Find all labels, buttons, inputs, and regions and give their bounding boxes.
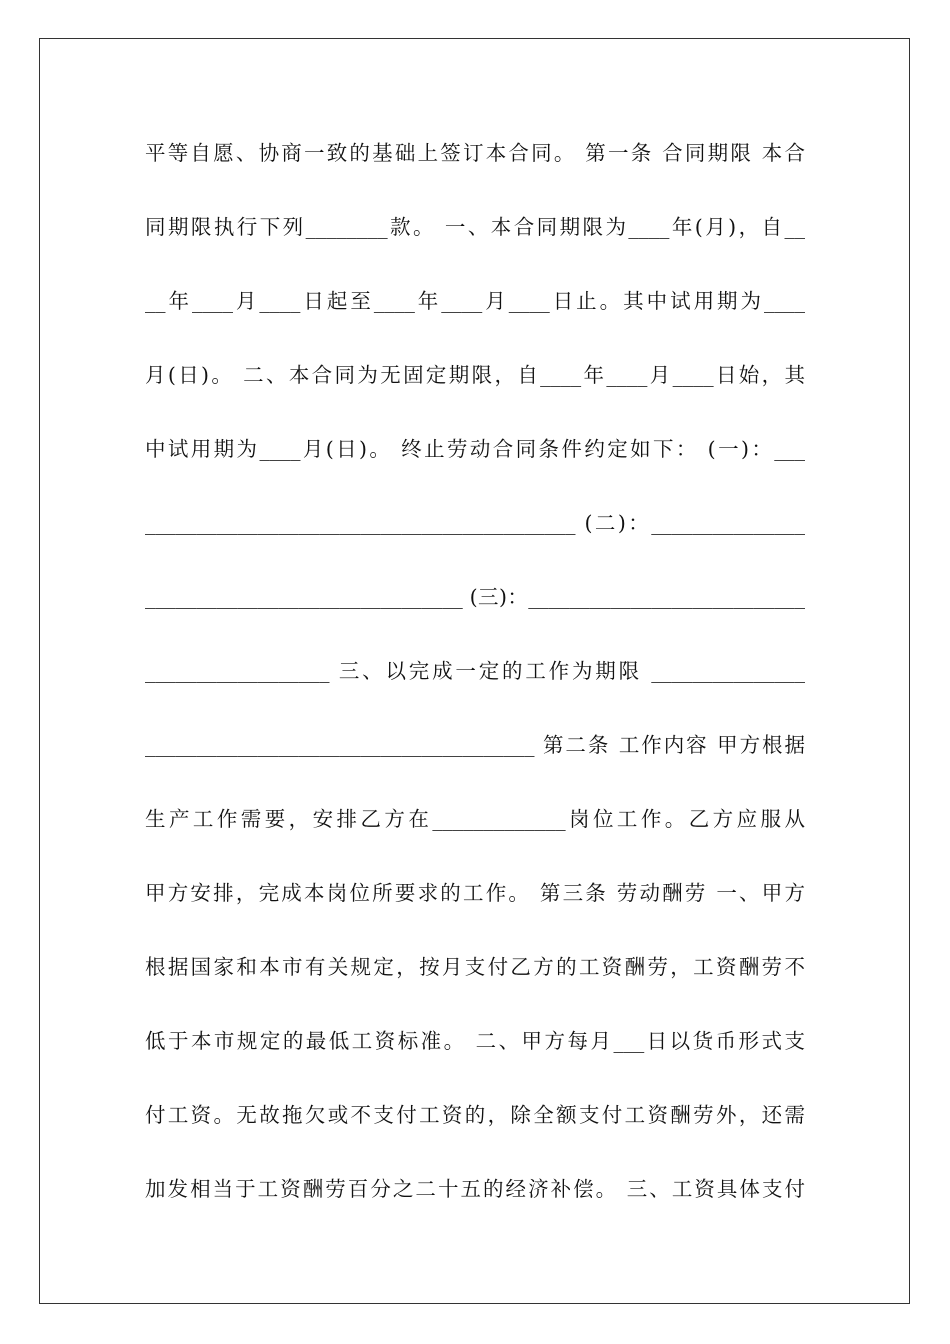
text-line: __________________________________________ (二)：_______________ xyxy=(145,511,805,535)
text-line: __________________ 三、以完成一定的工作为期限 _______________ xyxy=(145,659,805,683)
text-line: _______________________________ (三)：___________________________ xyxy=(145,585,805,609)
text-line: 月(日)。 二、本合同为无固定期限，自____年____月____日始，其 xyxy=(145,363,805,387)
text-line: __年____月____日起至____年____月____日止。其中试用期为____ xyxy=(145,289,805,313)
text-line: 平等自愿、协商一致的基础上签订本合同。 第一条 合同期限 本合 xyxy=(145,141,805,165)
text-line: 生产工作需要，安排乙方在_____________岗位工作。乙方应服从 xyxy=(145,807,805,831)
text-line: ______________________________________ 第二条 工作内容 甲方根据 xyxy=(145,733,805,757)
text-line: 同期限执行下列________款。 一、本合同期限为____年(月)，自__ xyxy=(145,215,805,239)
text-line: 加发相当于工资酬劳百分之二十五的经济补偿。 三、工资具体支付 xyxy=(145,1177,805,1201)
text-line: 中试用期为____月(日)。 终止劳动合同条件约定如下： (一)：___ xyxy=(145,437,805,461)
contract-text-body xyxy=(145,130,805,1240)
text-line: 低于本市规定的最低工资标准。 二、甲方每月___日以货币形式支 xyxy=(145,1029,805,1053)
text-line: 付工资。无故拖欠或不支付工资的，除全额支付工资酬劳外，还需 xyxy=(145,1103,805,1127)
text-line: 甲方安排，完成本岗位所要求的工作。 第三条 劳动酬劳 一、甲方 xyxy=(145,881,805,905)
text-line: 根据国家和本市有关规定，按月支付乙方的工资酬劳，工资酬劳不 xyxy=(145,955,805,979)
